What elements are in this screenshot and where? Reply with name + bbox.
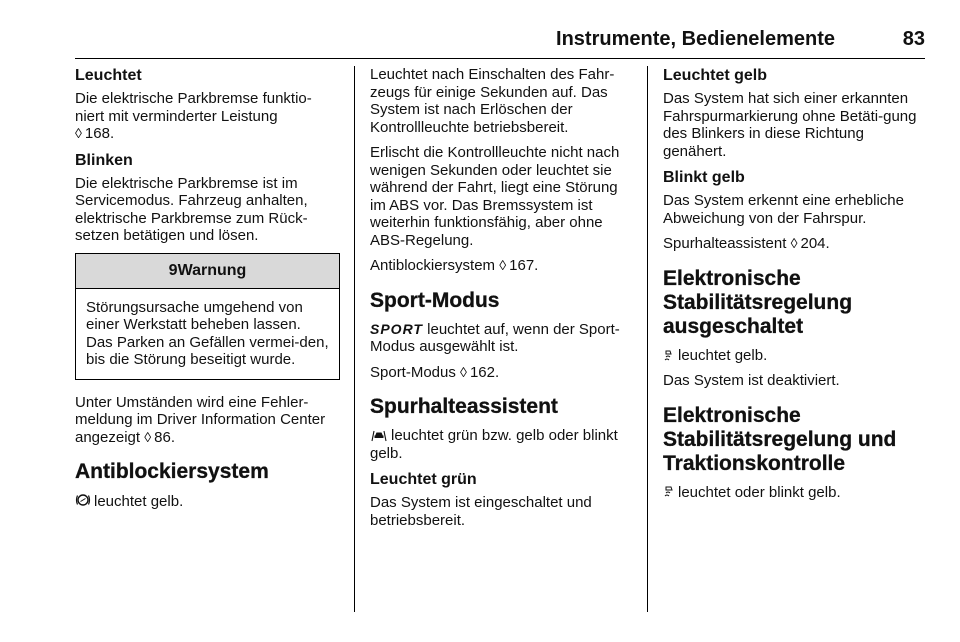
- abs-paragraph-2: Erlischt die Kontrollleuchte nicht nach wenigen Sekunden oder leuchtet sie während der Fahrt, liegt eine Störung im ABS vor. Das Bremssystem ist weiterhin funktionsfähig, aber ohne ABS-Regelung.: [370, 144, 620, 249]
- sport-line-text: leuchtet auf, wenn der Sport-Modus ausgewählt ist.: [370, 320, 620, 355]
- leuchtet-paragraph: [75, 90, 340, 143]
- lane-line-text: leuchtet grün bzw. gelb oder blinkt gelb.: [370, 427, 618, 462]
- page-ref-link[interactable]: 167.: [509, 257, 539, 274]
- sport-line: [370, 321, 635, 356]
- column-2: [370, 66, 635, 537]
- green-heading: Leuchtet grün: [370, 471, 477, 488]
- esc-tc-heading: Elektronische Stabilitätsregelung und Traktionskontrolle: [663, 403, 897, 475]
- after-warning-paragraph: [75, 394, 340, 447]
- abs-ref-paragraph: [370, 257, 635, 275]
- blinken-text: Die elektrische Parkbremse ist im Servicemodus. Fahrzeug anhalten, elektrische Parkbremse zum Rück-setzen betätigen und lösen.: [75, 174, 308, 244]
- lane-heading: Spurhalteassistent: [370, 395, 558, 418]
- abs-line-text: leuchtet gelb.: [94, 493, 184, 510]
- lane-line: [370, 427, 635, 462]
- lane-ref-text: Spurhalteassistent: [663, 235, 787, 252]
- sport-mode-icon: SPORT: [370, 320, 423, 337]
- page-ref-link[interactable]: 86.: [154, 428, 176, 446]
- lane-ref-paragraph: [663, 235, 928, 253]
- warning-box: [75, 253, 340, 380]
- esc-tc-line: [663, 484, 928, 502]
- page-ref-link[interactable]: 168.: [84, 125, 115, 142]
- warning-header: [76, 254, 339, 289]
- leuchtet-text: Die elektrische Parkbremse funktio-niert mit verminderter Leistung: [75, 90, 312, 125]
- page-ref-link[interactable]: 162.: [469, 363, 500, 381]
- yellow-heading: Leuchtet gelb: [663, 67, 768, 84]
- page-number: 83: [902, 28, 925, 50]
- page-ref-arrow-icon: ◊: [460, 363, 467, 380]
- warning-body: Störungsursache umgehend von einer Werkstatt beheben lassen. Das Parken an Gefällen vermei-den, bis die Störung beseitigt wurde.: [86, 298, 329, 368]
- esc-off-heading: Elektronische Stabilitätsregelung ausgeschaltet: [663, 266, 853, 338]
- page-ref-arrow-icon: ◊: [75, 125, 82, 141]
- abs-warning-icon: [75, 492, 91, 508]
- abs-heading: Antiblockiersystem: [75, 460, 269, 483]
- abs-paragraph-1: Leuchtet nach Einschalten des Fahr-zeugs für einige Sekunden auf. Das System ist nach Erlöschen der Kontrollleuchte betriebsbereit.: [370, 66, 615, 136]
- esc-off-icon: [663, 348, 675, 362]
- blink-text: Das System erkennt eine erhebliche Abweichung von der Fahrspur.: [663, 192, 904, 227]
- esc-off-text: Das System ist deaktiviert.: [663, 372, 840, 389]
- column-divider-2: [647, 66, 648, 612]
- warning-triangle-icon: 9: [168, 261, 178, 279]
- esc-off-line: [663, 347, 928, 365]
- esc-tc-line-text: leuchtet oder blinkt gelb.: [678, 483, 841, 501]
- header-title: Instrumente, Bedienelemente: [556, 28, 835, 50]
- esc-off-line-text: leuchtet gelb.: [678, 346, 768, 364]
- lane-assist-icon: [370, 428, 388, 442]
- yellow-text: Das System hat sich einer erkannten Fahrspurmarkierung ohne Betäti-gung des Blinkers in diese Richtung genähert.: [663, 90, 917, 160]
- page-ref-link[interactable]: 204.: [800, 235, 830, 252]
- green-text: Das System ist eingeschaltet und betriebsbereit.: [370, 494, 592, 529]
- page-ref-arrow-icon: ◊: [790, 235, 798, 251]
- abs-line: [75, 492, 340, 511]
- esc-traction-icon: [663, 485, 675, 499]
- page-header: [75, 26, 925, 59]
- column-divider-1: [354, 66, 355, 612]
- column-1: [75, 66, 340, 519]
- sport-ref-paragraph: [370, 364, 635, 382]
- page-ref-arrow-icon: ◊: [499, 257, 507, 273]
- blink-heading: Blinkt gelb: [663, 169, 745, 186]
- warning-title: Warnung: [177, 261, 247, 279]
- after-warning-text: Unter Umständen wird eine Fehler-meldung im Driver Information Center angezeigt: [75, 393, 326, 446]
- leuchtet-heading: Leuchtet: [75, 67, 142, 84]
- sport-ref-text: Sport-Modus: [370, 363, 456, 381]
- sport-heading: Sport-Modus: [370, 288, 500, 312]
- blinken-heading: Blinken: [75, 151, 133, 169]
- abs-ref-text: Antiblockiersystem: [370, 257, 496, 274]
- column-3: [663, 66, 928, 509]
- page-ref-arrow-icon: ◊: [144, 428, 152, 445]
